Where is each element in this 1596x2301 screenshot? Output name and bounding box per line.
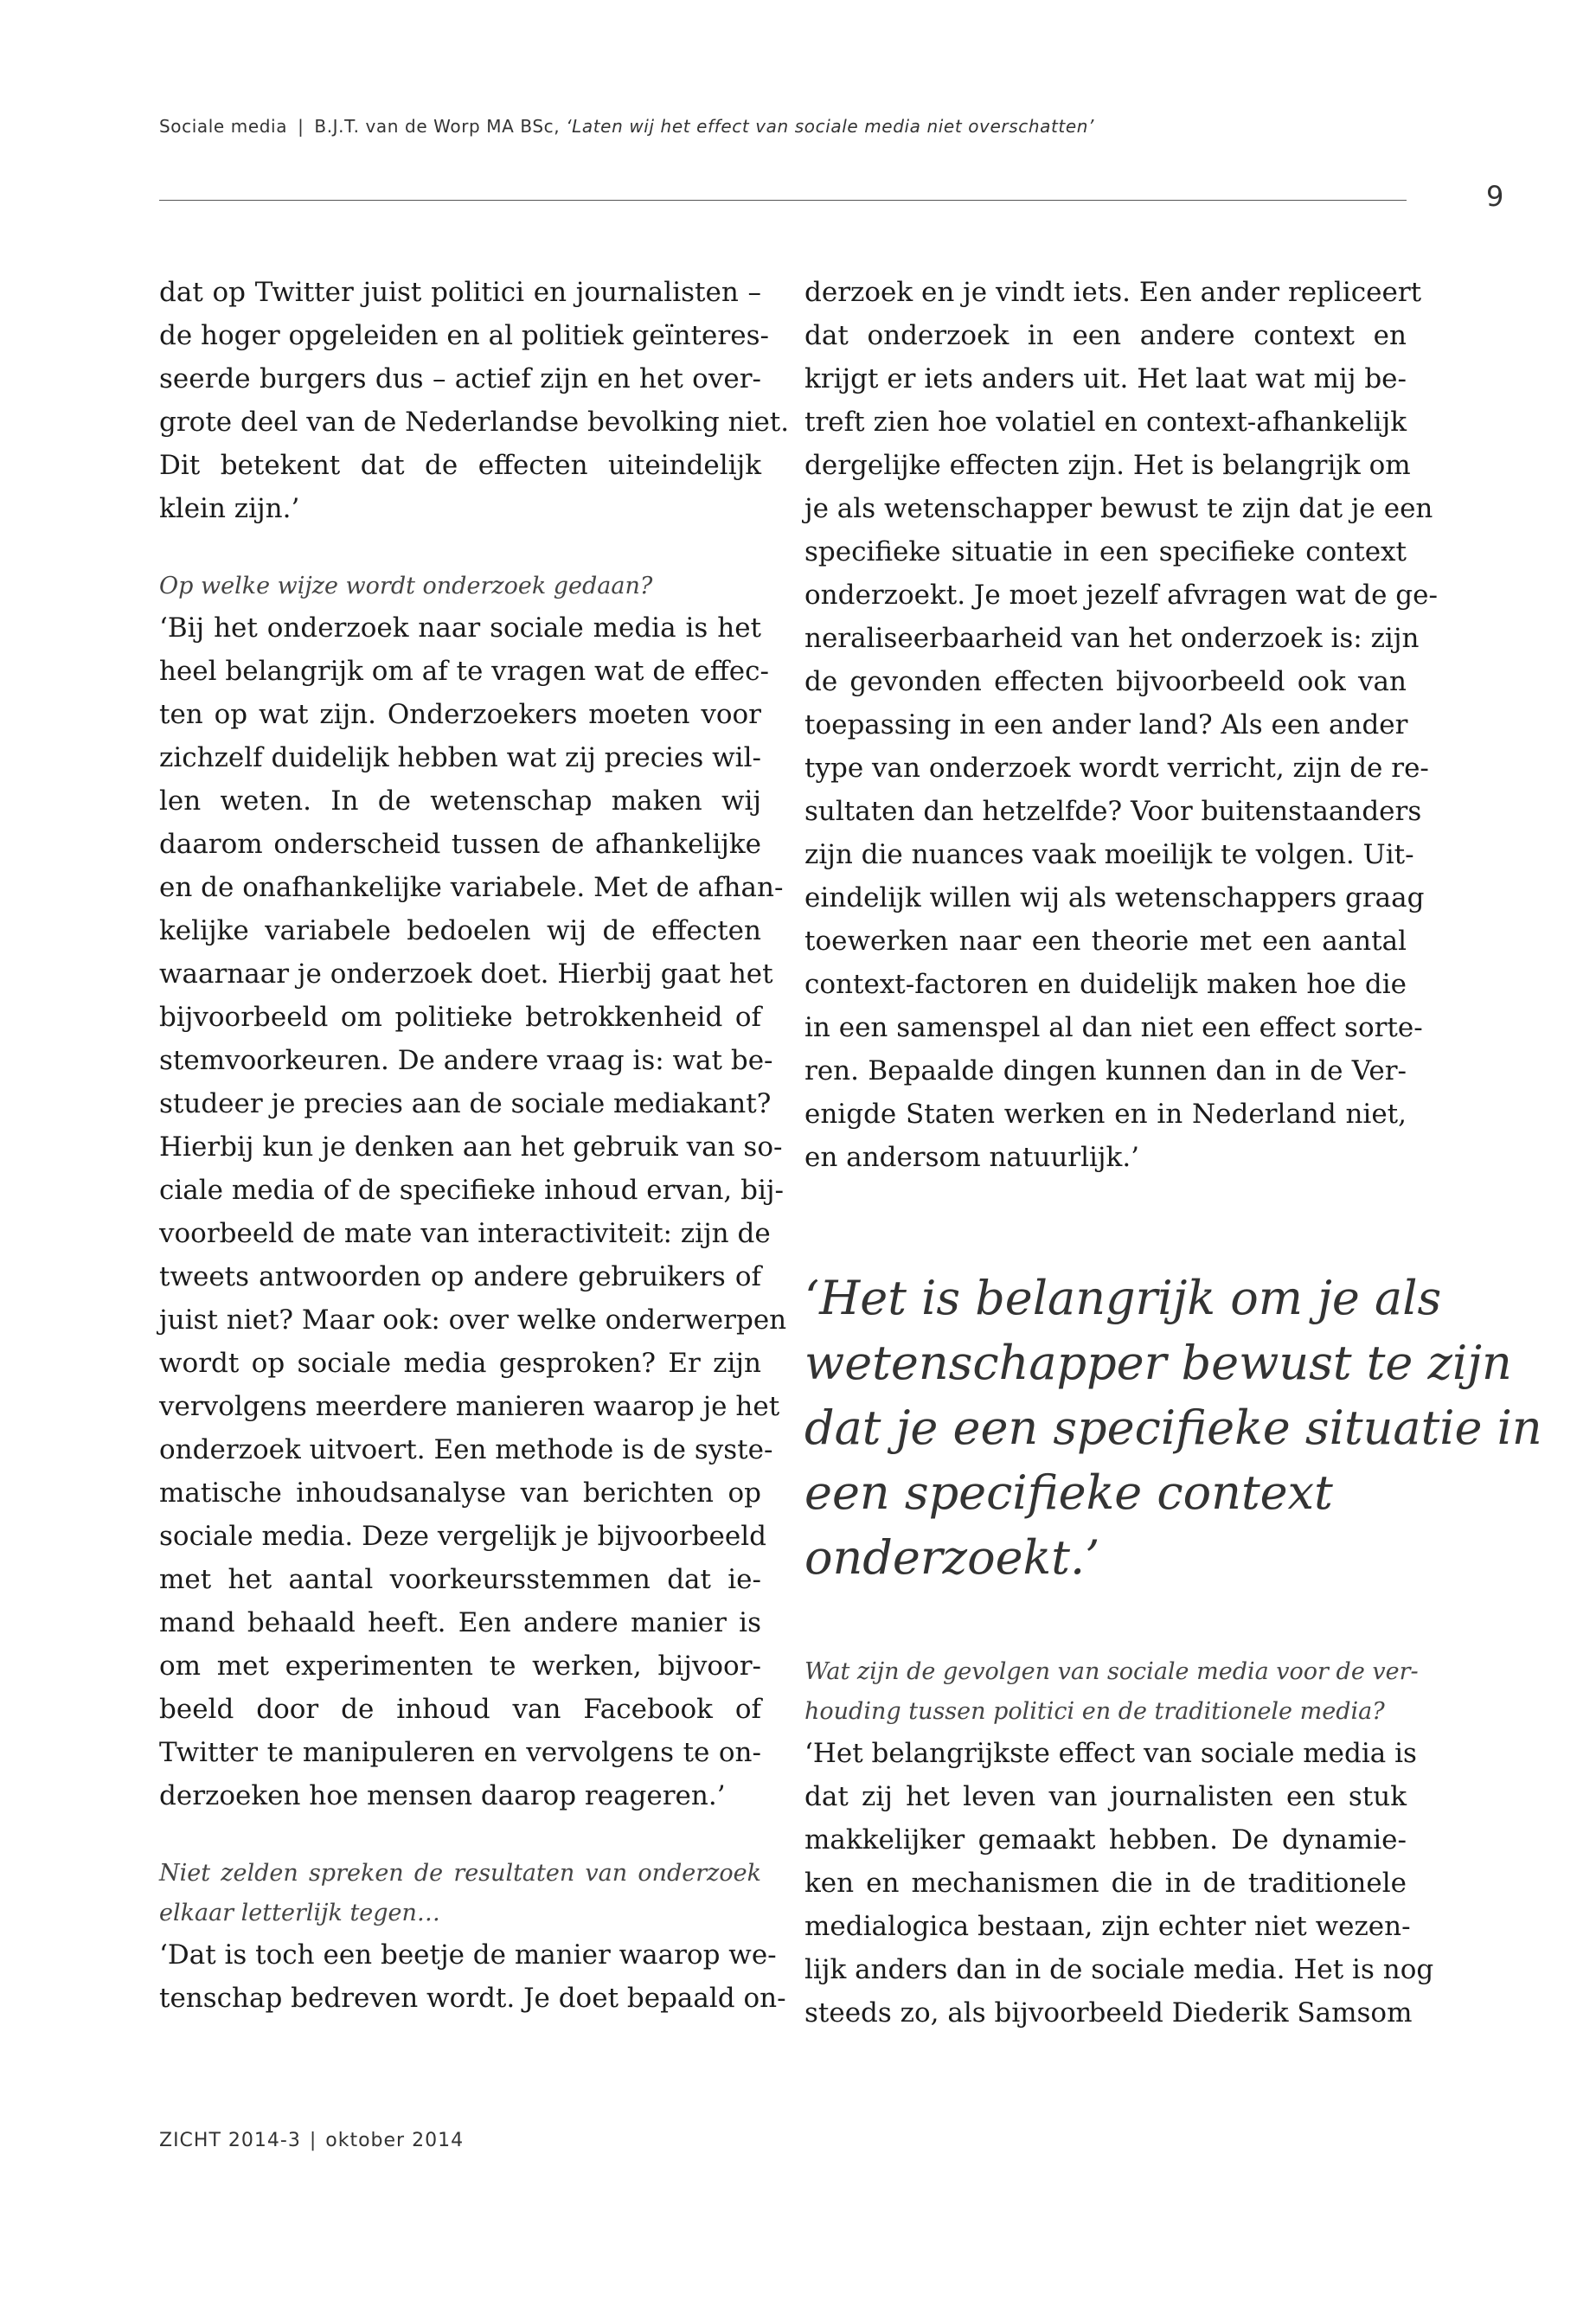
text-line: om met experimenten te werken, bijvoor- (159, 1650, 761, 1682)
footer-date: oktober 2014 (325, 2130, 465, 2151)
text-line: enigde Staten werken en in Nederland niet, (804, 1099, 1407, 1130)
text-line: treft zien hoe volatiel en context-afhankelijk (804, 407, 1407, 438)
pull-quote (804, 1266, 1542, 1590)
text-line: heel belangrijk om af te vragen wat de effec- (159, 656, 769, 687)
left-column (159, 271, 790, 2020)
text-line: de gevonden effecten bijvoorbeeld ook van (804, 666, 1407, 697)
text-line: dat op Twitter juist politici en journalisten – (159, 277, 761, 308)
text-line: mand behaald heeft. Een andere manier is (159, 1607, 761, 1638)
text-line: dat je een specifieke situatie in (804, 1400, 1542, 1455)
text-line: ‘Dat is toch een beetje de manier waarop we- (159, 1939, 777, 1971)
text-line: grote deel van de Nederlandse bevolking niet. (159, 407, 790, 438)
text-line: ciale media of de specifieke inhoud ervan, bij- (159, 1175, 784, 1206)
text-line: eindelijk willen wij als wetenschappers graag (804, 882, 1425, 913)
text-line: vervolgens meerdere manieren waarop je het (159, 1391, 780, 1422)
text-line: seerde burgers dus – actief zijn en het over- (159, 363, 761, 394)
text-line: medialogica bestaan, zijn echter niet wezen- (804, 1911, 1411, 1942)
text-line: ken en mechanismen die in de traditionele (804, 1868, 1407, 1899)
interview-question-1 (159, 567, 761, 606)
footer-journal: ZICHT 2014-3 (159, 2130, 301, 2151)
header-section: Sociale media (159, 116, 288, 137)
text-line: en andersom natuurlijk.’ (804, 1142, 1140, 1173)
text-line: Op welke wijze wordt onderzoek gedaan? (159, 573, 653, 599)
text-line: tweets antwoorden op andere gebruikers of (159, 1261, 761, 1292)
text-line: bijvoorbeeld om politieke betrokkenheid of (159, 1002, 761, 1033)
page-number: 9 (1486, 180, 1504, 213)
text-line: juist niet? Maar ook: over welke onderwerpen (159, 1304, 787, 1336)
header-rule (159, 200, 1407, 201)
interview-question-3 (804, 1652, 1419, 1732)
text-line: met het aantal voorkeursstemmen dat ie- (159, 1564, 761, 1595)
left-paragraph-2 (159, 606, 787, 1817)
text-line: toepassing in een ander land? Als een ander (804, 709, 1408, 740)
text-line: dat onderzoek in een andere context en (804, 320, 1407, 351)
running-header (159, 116, 1094, 137)
text-line: derzoek en je vindt iets. Een ander repliceert (804, 277, 1422, 308)
text-line: wordt op sociale media gesproken? Er zijn (159, 1348, 761, 1379)
text-line: elkaar letterlijk tegen… (159, 1900, 440, 1926)
left-paragraph-1 (159, 271, 790, 530)
text-line: ‘Het belangrijkste effect van sociale media is (804, 1738, 1417, 1769)
text-line: sultaten dan hetzelfde? Voor buitenstaanders (804, 796, 1422, 827)
text-line: krijgt er iets anders uit. Het laat wat mij be- (804, 363, 1407, 394)
right-paragraph-1 (804, 271, 1438, 1179)
text-line: stemvoorkeuren. De andere vraag is: wat be- (159, 1045, 773, 1076)
text-line: waarnaar je onderzoek doet. Hierbij gaat het (159, 958, 773, 990)
text-line: onderzoekt. Je moet jezelf afvragen wat de ge- (804, 580, 1438, 611)
text-line: Twitter te manipuleren en vervolgens te on- (159, 1737, 761, 1768)
right-paragraph-2 (804, 1732, 1434, 2035)
text-line: Wat zijn de gevolgen van sociale media voor de ver- (804, 1658, 1419, 1685)
text-line: in een samenspel al dan niet een effect sorte- (804, 1012, 1423, 1043)
text-line: ren. Bepaalde dingen kunnen dan in de Ver- (804, 1055, 1407, 1086)
text-line: neraliseerbaarheid van het onderzoek is: zijn (804, 623, 1420, 654)
interview-question-2 (159, 1854, 761, 1933)
text-line: klein zijn.’ (159, 493, 300, 524)
text-line: lijk anders dan in de sociale media. Het is nog (804, 1954, 1434, 1985)
text-line: Hierbij kun je denken aan het gebruik van so- (159, 1131, 783, 1163)
text-line: tenschap bedreven wordt. Je doet bepaald on- (159, 1983, 786, 2014)
text-line: Niet zelden spreken de resultaten van onderzoek (159, 1860, 761, 1887)
left-paragraph-3 (159, 1933, 786, 2020)
text-line: een specifieke context (804, 1465, 1333, 1520)
text-line: je als wetenschapper bewust te zijn dat je een (804, 493, 1433, 524)
text-line: zijn die nuances vaak moeilijk te volgen. Uit- (804, 839, 1414, 870)
text-line: ‘Het is belangrijk om je als (804, 1271, 1442, 1325)
text-line: kelijke variabele bedoelen wij de effecten (159, 915, 761, 946)
text-line: daarom onderscheid tussen de afhankelijke (159, 829, 761, 860)
text-line: ‘Bij het onderzoek naar sociale media is het (159, 612, 761, 644)
text-line: Dit betekent dat de effecten uiteindelijk (159, 450, 761, 481)
text-line: voorbeeld de mate van interactiviteit: zijn de (159, 1218, 771, 1249)
page-footer (159, 2130, 464, 2151)
text-line: studeer je precies aan de sociale mediakant? (159, 1088, 772, 1119)
text-line: specifieke situatie in een specifieke context (804, 536, 1407, 567)
text-line: steeds zo, als bijvoorbeeld Diederik Samsom (804, 1997, 1413, 2029)
text-line: beeld door de inhoud van Facebook of (159, 1694, 761, 1725)
text-line: onderzoek uitvoert. Een methode is de syste- (159, 1434, 773, 1465)
text-line: derzoeken hoe mensen daarop reageren.’ (159, 1780, 726, 1811)
text-line: houding tussen politici en de traditionele media? (804, 1698, 1385, 1725)
text-line: dergelijke effecten zijn. Het is belangrijk om (804, 450, 1411, 481)
text-line: onderzoekt.’ (804, 1530, 1100, 1585)
text-line: de hoger opgeleiden en al politiek geïnteres- (159, 320, 769, 351)
header-separator: | (298, 116, 304, 137)
text-line: zichzelf duidelijk hebben wat zij precies wil- (159, 742, 761, 773)
text-line: sociale media. Deze vergelijk je bijvoorbeeld (159, 1521, 766, 1552)
footer-separator: | (309, 2130, 317, 2151)
text-line: matische inhoudsanalyse van berichten op (159, 1477, 761, 1509)
right-column (804, 271, 1542, 2035)
header-article-title: ‘Laten wij het effect van sociale media niet overschatten’ (566, 116, 1094, 137)
text-line: dat zij het leven van journalisten een stuk (804, 1781, 1407, 1812)
text-line: toewerken naar een theorie met een aantal (804, 926, 1407, 957)
text-line: len weten. In de wetenschap maken wij (159, 785, 761, 817)
text-line: wetenschapper bewust te zijn (804, 1336, 1512, 1390)
text-line: en de onafhankelijke variabele. Met de afhan- (159, 872, 784, 903)
text-line: ten op wat zijn. Onderzoekers moeten voor (159, 699, 761, 730)
text-line: type van onderzoek wordt verricht, zijn de re- (804, 753, 1429, 784)
header-author: B.J.T. van de Worp MA BSc, (314, 116, 561, 137)
text-line: makkelijker gemaakt hebben. De dynamie- (804, 1824, 1407, 1856)
text-line: context-factoren en duidelijk maken hoe die (804, 969, 1407, 1000)
